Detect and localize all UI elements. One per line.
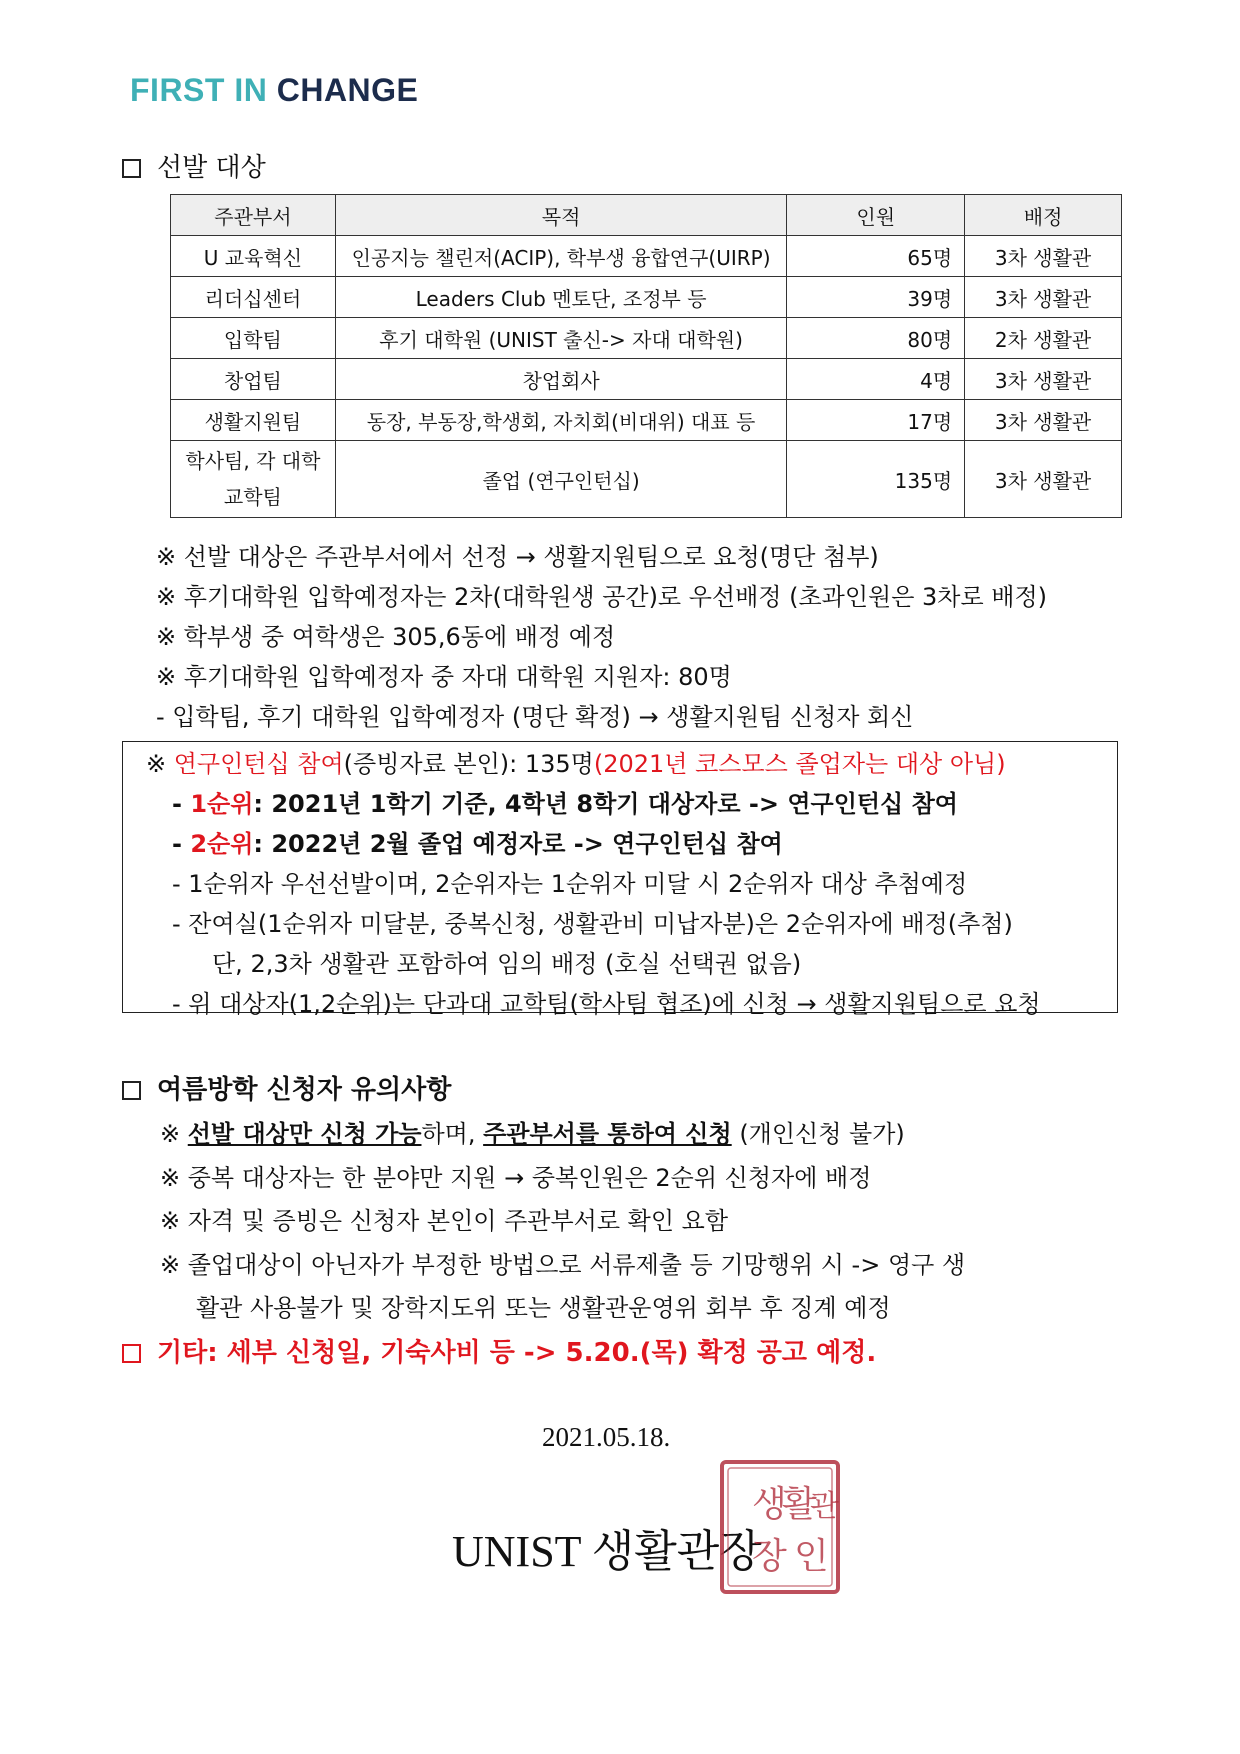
document-date: 2021.05.18. (542, 1422, 671, 1452)
dept-cell-multiline: 학사팀, 각 대학 교학팀 (171, 441, 336, 518)
table-row: 생활지원팀 동장, 부동장,학생회, 자치회(비대위) 대표 등 17명 3차 생활관 (171, 400, 1122, 441)
svg-text:장: 장 (752, 1536, 787, 1577)
internship-line: - 잔여실(1순위자 미달분, 중복신청, 생활관비 미납자분)은 2순위자에 배정(추첨) (172, 910, 1013, 938)
internship-line: ※ 연구인턴십 참여(증빙자료 본인): 135명(2021년 코스모스 졸업자는 대상 아님) (146, 750, 1006, 778)
header-count: 인원 (787, 195, 965, 236)
internship-priority-2: - 2순위: 2022년 2월 졸업 예정자로 -> 연구인턴십 참여 (172, 830, 783, 858)
header-dept: 주관부서 (171, 195, 336, 236)
official-seal-icon (718, 1458, 842, 1596)
notice-line: 활관 사용불가 및 장학지도위 또는 생활관운영위 회부 후 징계 예정 (196, 1294, 891, 1322)
note-line: ※ 선발 대상은 주관부서에서 선정 → 생활지원팀으로 요청(명단 첨부) (156, 543, 879, 571)
notice-line: ※ 자격 및 증빙은 신청자 본인이 주관부서로 확인 요함 (160, 1207, 729, 1235)
note-subline: - 입학팀, 후기 대학원 입학예정자 (명단 확정) → 생활지원팀 신청자 회신 (156, 703, 914, 731)
section-heading-selection: 선발 대상 (122, 147, 266, 184)
logo: FIRST IN CHANGE (130, 72, 419, 108)
note-line: ※ 학부생 중 여학생은 305,6동에 배정 예정 (156, 623, 616, 651)
notice-line: ※ 선발 대상만 신청 가능하며, 주관부서를 통하여 신청 (개인신청 불가) (160, 1120, 905, 1148)
internship-line: 단, 2,3차 생활관 포함하여 임의 배정 (호실 선택권 없음) (212, 950, 802, 978)
internship-priority-1: - 1순위: 2021년 1학기 기준, 4학년 8학기 대상자로 -> 연구인턴십 참여 (172, 790, 958, 818)
checkbox-square-icon (122, 1081, 141, 1100)
svg-text:인: 인 (794, 1536, 829, 1577)
table-row: 입학팀 후기 대학원 (UNIST 출신-> 자대 대학원) 80명 2차 생활관 (171, 318, 1122, 359)
note-line: ※ 후기대학원 입학예정자는 2차(대학원생 공간)로 우선배정 (초과인원은 3차로 배정) (156, 583, 1048, 611)
notice-line: ※ 중복 대상자는 한 분야만 지원 → 중복인원은 2순위 신청자에 배정 (160, 1164, 872, 1192)
internship-line: - 1순위자 우선선발이며, 2순위자는 1순위자 미달 시 2순위자 대상 추첨예정 (172, 870, 968, 898)
signature-text: UNIST 생활관장 (452, 1527, 762, 1576)
section-heading-notice: 여름방학 신청자 유의사항 (122, 1069, 451, 1106)
header-purpose: 목적 (335, 195, 787, 236)
checkbox-square-icon (122, 159, 141, 178)
header-assign: 배정 (965, 195, 1122, 236)
checkbox-square-icon (122, 1344, 141, 1363)
svg-text:생: 생 (752, 1484, 787, 1525)
svg-text:활: 활 (782, 1484, 817, 1525)
table-row: 학사팀, 각 대학 교학팀 졸업 (연구인턴십) 135명 3차 생활관 (171, 441, 1122, 518)
table-row: 창업팀 창업회사 4명 3차 생활관 (171, 359, 1122, 400)
selection-table (170, 194, 1122, 518)
table-row: 리더십센터 Leaders Club 멘토단, 조정부 등 39명 3차 생활관 (171, 277, 1122, 318)
table-header-row (171, 195, 1122, 236)
section-heading-other: 기타: 세부 신청일, 기숙사비 등 -> 5.20.(목) 확정 공고 예정. (122, 1332, 876, 1369)
notice-line: ※ 졸업대상이 아닌자가 부정한 방법으로 서류제출 등 기망행위 시 -> 영구 생 (160, 1251, 966, 1279)
internship-line: - 위 대상자(1,2순위)는 단과대 교학팀(학사팀 협조)에 신청 → 생활지원팀으로 요청 (172, 990, 1041, 1018)
note-line: ※ 후기대학원 입학예정자 중 자대 대학원 지원자: 80명 (156, 663, 732, 691)
table-row: U 교육혁신 인공지능 챌린저(ACIP), 학부생 융합연구(UIRP) 65명 3차 생활관 (171, 236, 1122, 277)
svg-text:관: 관 (810, 1489, 839, 1524)
